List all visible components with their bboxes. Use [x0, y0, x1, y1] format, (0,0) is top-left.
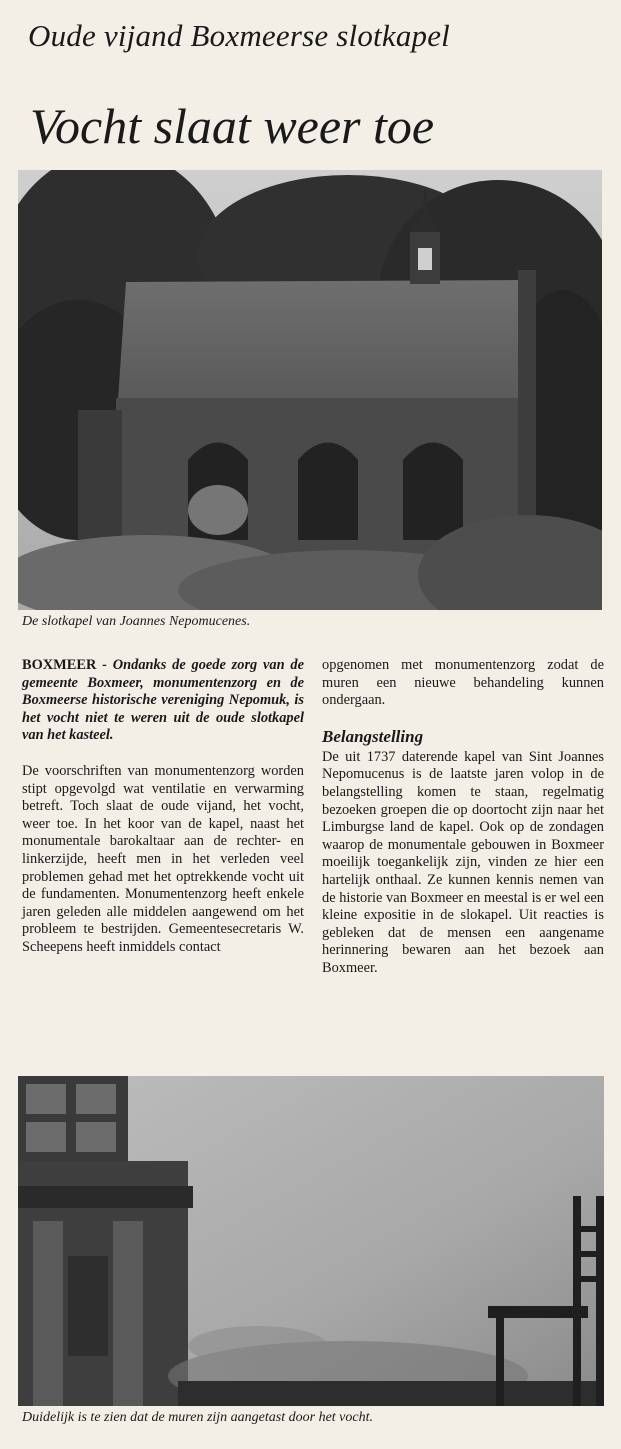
dateline: BOXMEER: [22, 657, 97, 673]
body-paragraph-1-continued: opgenomen met monumentenzorg zodat de muren een nieuwe behandeling kunnen ondergaan.: [322, 657, 604, 709]
article-column-left: [22, 657, 304, 957]
lead-text: - Ondanks de goede zorg van de gemeente Boxmeer, monumentenzorg en de Boxmeerse historische vereniging Nepomuk, is het vocht niet te weren uit de oude slotkapel van het kasteel.: [22, 657, 304, 744]
chapel-photo: [18, 170, 602, 610]
chapel-photo-caption: De slotkapel van Joannes Nepomucenes.: [22, 614, 251, 629]
kicker-headline: Oude vijand Boxmeerse slotkapel: [28, 18, 450, 53]
article-column-right: [322, 657, 604, 978]
lead-paragraph: [22, 657, 304, 745]
body-paragraph-2: De uit 1737 daterende kapel van Sint Joannes Nepomucenus is de laatste jaren volop in de belangstelling komen te staan, regelmatig bezoeken groepen die op doortocht zijn naar het Limburgse land de kapel. Ook op de zondagen waarop de monumentale gebouwen in Boxmeer moeilijk toegankelijk zijn, vinden ze hier een hartelijk onthaal. Ze kunnen kennis nemen van de historie van Boxmeer en meestal is er wel een kleine expositie in de slokapel. Uit reacties is gebleken dat de mensen een aangename herinnering bewaren aan het bezoek aan Boxmeer.: [322, 748, 604, 976]
main-headline: Vocht slaat weer toe: [30, 98, 435, 154]
subheading: Belangstelling: [322, 726, 424, 746]
interior-wall-photo: [18, 1076, 604, 1406]
interior-photo-caption: Duidelijk is te zien dat de muren zijn aangetast door het vocht.: [22, 1410, 373, 1425]
body-paragraph-1: De voorschriften van monumentenzorg worden stipt opgevolgd wat ventilatie en verwarming betreft. Toch slaat de oude vijand, het vocht, weer toe. In het koor van de kapel, naast het monumentale barokaltaar aan de rechter- en linkerzijde, heeft men in het verleden veel problemen gehad met het optrekkende vocht uit de fundamenten. Monumentenzorg heeft enkele jaren geleden alle middelen aangewend om het probleem te bestrijden. Gemeentesecretaris W. Scheepens heeft inmiddels contact: [22, 762, 304, 955]
